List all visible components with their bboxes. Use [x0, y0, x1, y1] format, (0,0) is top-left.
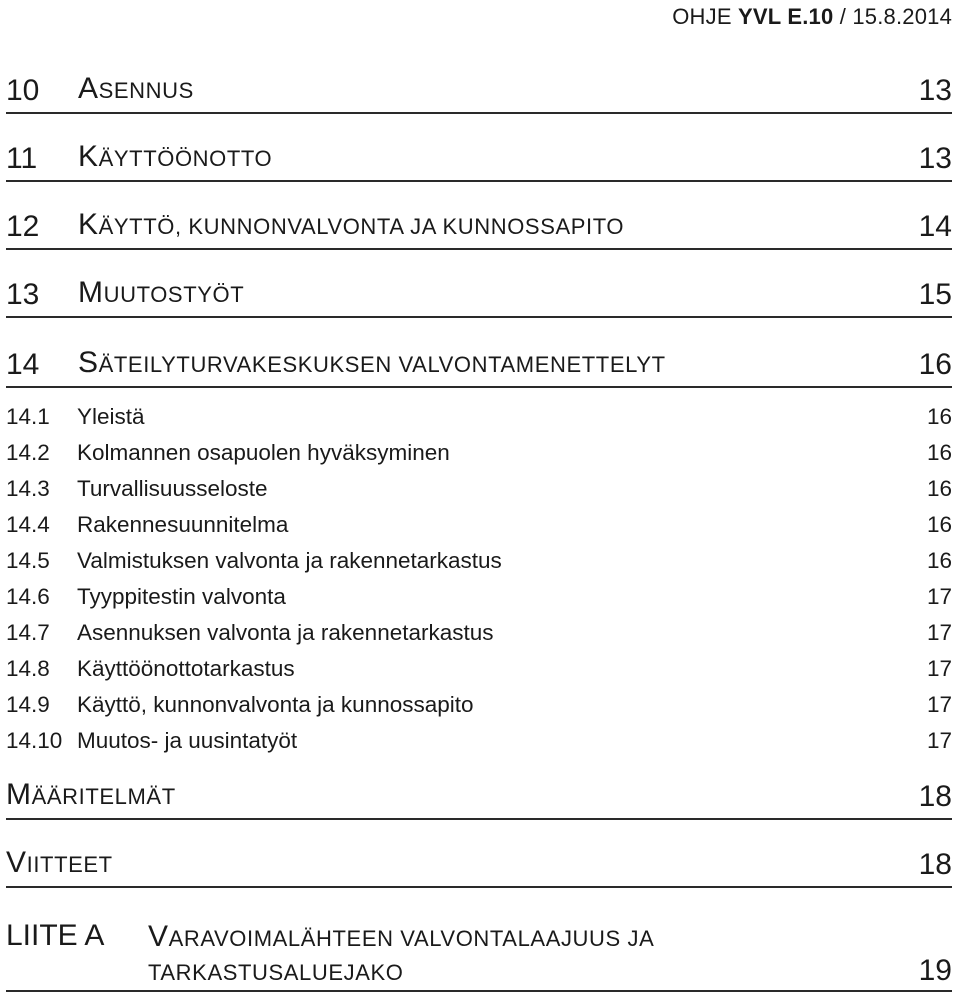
appendix-page: 19 — [918, 954, 952, 987]
toc-entry-title: VIITTEET — [6, 846, 113, 879]
toc-subentry-page: 17 — [926, 656, 952, 681]
document-header — [672, 4, 952, 30]
appendix-label: LIITE A — [6, 919, 105, 952]
toc-subentry-number: 14.10 — [6, 728, 63, 753]
toc-subentry-title: Yleistä — [77, 404, 145, 429]
toc-subentry-14-2[interactable] — [6, 437, 952, 469]
toc-entry-title: KÄYTTÖÖNOTTO — [78, 140, 273, 173]
toc-subentry-page: 17 — [926, 584, 952, 609]
toc-entry-page: 18 — [918, 848, 952, 881]
header-doc-id: YVL E.10 — [738, 4, 834, 29]
toc-subentry-page: 17 — [926, 620, 952, 645]
toc-subentry-title: Käyttöönottotarkastus — [77, 656, 295, 681]
appendix-title-line1: VARAVOIMALÄHTEEN VALVONTALAAJUUS JA — [148, 920, 655, 953]
toc-entry-definitions[interactable] — [6, 778, 952, 820]
toc-entry-number: 12 — [6, 210, 40, 243]
toc-subentry-number: 14.4 — [6, 512, 50, 537]
toc-entry-page: 14 — [918, 210, 952, 243]
toc-entry-title: KÄYTTÖ, KUNNONVALVONTA JA KUNNOSSAPITO — [78, 208, 625, 241]
toc-subentry-number: 14.6 — [6, 584, 50, 609]
toc-subentry-number: 14.7 — [6, 620, 50, 645]
toc-subentry-title: Rakennesuunnitelma — [77, 512, 289, 537]
toc-entry-section-11[interactable] — [6, 140, 952, 182]
toc-entry-section-10[interactable] — [6, 72, 952, 114]
toc-entry-title: ASENNUS — [78, 72, 194, 105]
toc-entry-number: 13 — [6, 278, 40, 311]
toc-subentry-page: 16 — [926, 404, 952, 429]
toc-subentry-number: 14.5 — [6, 548, 50, 573]
toc-subentry-14-7[interactable] — [6, 617, 952, 649]
toc-entry-title: SÄTEILYTURVAKESKUKSEN VALVONTAMENETTELYT — [78, 346, 666, 379]
toc-subentry-title: Valmistuksen valvonta ja rakennetarkastus — [77, 548, 502, 573]
toc-subentry-title: Muutos- ja uusintatyöt — [77, 728, 298, 753]
toc-subentry-14-4[interactable] — [6, 509, 952, 541]
toc-entry-section-12[interactable] — [6, 208, 952, 250]
toc-subentry-page: 16 — [926, 548, 952, 573]
toc-subentry-page: 17 — [926, 728, 952, 753]
toc-subentry-title: Käyttö, kunnonvalvonta ja kunnossapito — [77, 692, 474, 717]
toc-entry-page: 18 — [918, 780, 952, 813]
header-prefix: OHJE — [672, 4, 739, 29]
toc-entry-appendix-a[interactable] — [6, 916, 952, 992]
toc-subentry-page: 16 — [926, 440, 952, 465]
toc-subentry-page: 16 — [926, 476, 952, 501]
toc-entry-references[interactable] — [6, 846, 952, 888]
toc-entry-number: 10 — [6, 74, 40, 107]
toc-subentry-number: 14.8 — [6, 656, 50, 681]
toc-entry-section-14[interactable] — [6, 346, 952, 388]
toc-entry-number: 11 — [6, 142, 38, 175]
toc-subentry-number: 14.2 — [6, 440, 50, 465]
toc-entry-page: 13 — [918, 74, 952, 107]
toc-subentry-title: Kolmannen osapuolen hyväksyminen — [77, 440, 450, 465]
toc-subentry-14-8[interactable] — [6, 653, 952, 685]
appendix-title-line2: TARKASTUSALUEJAKO — [148, 960, 404, 985]
toc-entry-page: 15 — [918, 278, 952, 311]
toc-subentry-number: 14.9 — [6, 692, 50, 717]
toc-subentry-title: Tyyppitestin valvonta — [77, 584, 286, 609]
toc-subentry-14-9[interactable] — [6, 689, 952, 721]
toc-subentry-14-10[interactable] — [6, 725, 952, 757]
toc-entry-page: 13 — [918, 142, 952, 175]
toc-subentry-14-3[interactable] — [6, 473, 952, 505]
toc-entry-title: MÄÄRITELMÄT — [6, 778, 176, 811]
toc-subentry-14-5[interactable] — [6, 545, 952, 577]
toc-entry-title: MUUTOSTYÖT — [78, 276, 245, 309]
toc-entry-page: 16 — [918, 348, 952, 381]
toc-entry-number: 14 — [6, 348, 40, 381]
toc-subentry-number: 14.1 — [6, 404, 50, 429]
toc-subentry-title: Asennuksen valvonta ja rakennetarkastus — [77, 620, 494, 645]
toc-subentry-page: 16 — [926, 512, 952, 537]
toc-subentry-14-6[interactable] — [6, 581, 952, 613]
toc-subentry-title: Turvallisuusseloste — [77, 476, 268, 501]
toc-entry-section-13[interactable] — [6, 276, 952, 318]
toc-subentry-page: 17 — [926, 692, 952, 717]
header-date: / 15.8.2014 — [833, 4, 952, 29]
toc-subentry-14-1[interactable] — [6, 401, 952, 433]
toc-subentry-number: 14.3 — [6, 476, 50, 501]
